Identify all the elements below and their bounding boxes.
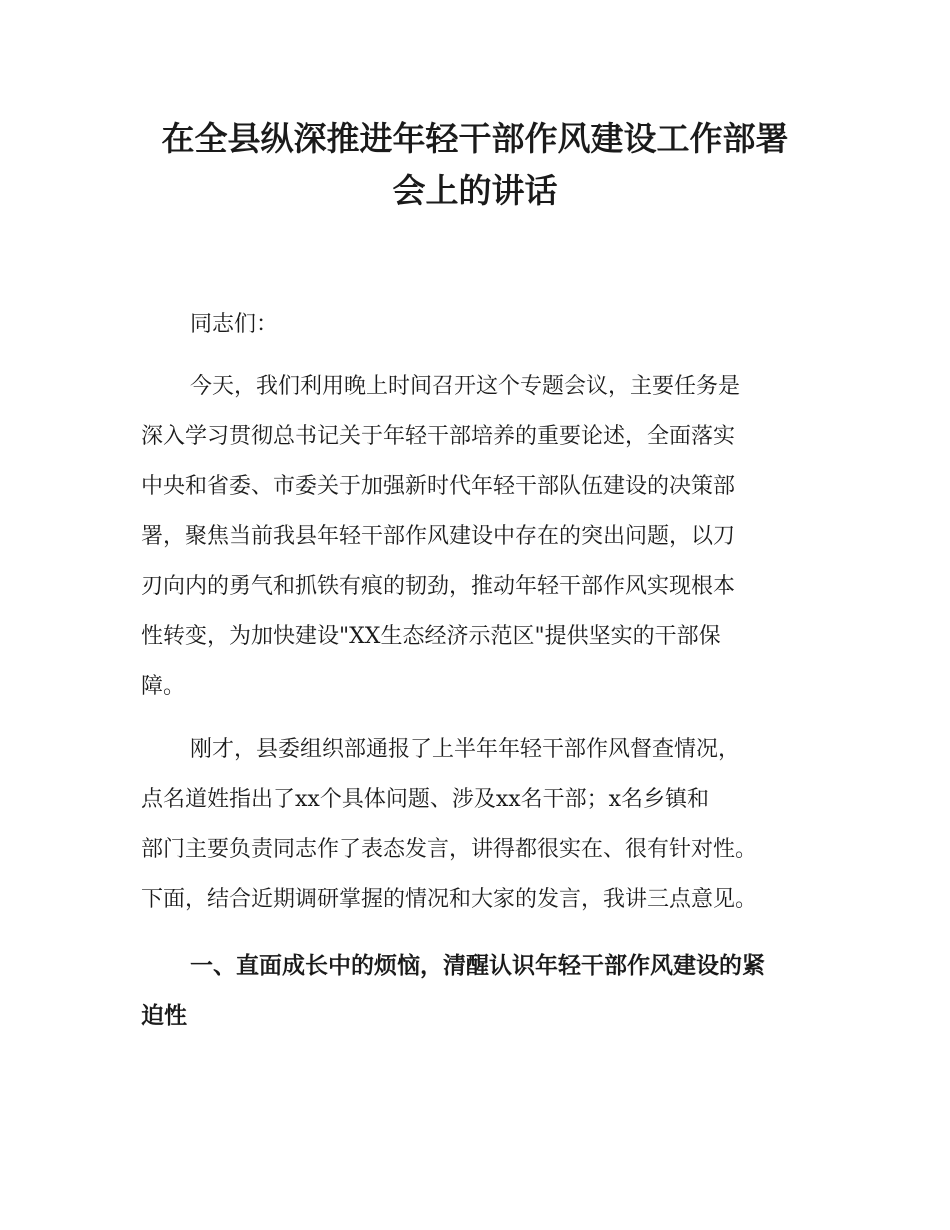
paragraph-2-line: 下面，结合近期调研掌握的情况和大家的发言，我讲三点意见。 — [141, 887, 758, 912]
paragraph-1-line: 中央和省委、市委关于加强新时代年轻干部队伍建设的决策部 — [141, 474, 736, 499]
salutation: 同志们： — [190, 312, 279, 337]
document-title-line-1: 在全县纵深推进年轻干部作风建设工作部署 — [161, 119, 789, 158]
paragraph-1-line: 今天，我们利用晚上时间召开这个专题会议，主要任务是 — [190, 374, 741, 399]
paragraph-2-line: 刚才，县委组织部通报了上半年年轻干部作风督查情况， — [190, 737, 741, 762]
paragraph-1-line: 署，聚焦当前我县年轻干部作风建设中存在的突出问题，以刀 — [141, 524, 736, 549]
paragraph-1-line: 刃向内的勇气和抓铁有痕的韧劲，推动年轻干部作风实现根本 — [141, 574, 736, 599]
section-1-heading-line-2: 迫性 — [141, 1003, 187, 1029]
paragraph-2-line: 部门主要负责同志作了表态发言，讲得都很实在、很有针对性。 — [141, 837, 758, 862]
paragraph-1-line: 深入学习贯彻总书记关于年轻干部培养的重要论述，全面落实 — [141, 424, 736, 449]
paragraph-1-line: 障。 — [141, 674, 186, 699]
paragraph-1-line: 性转变，为加快建设"XX生态经济示范区"提供坚实的干部保 — [141, 624, 721, 649]
document-title-line-2: 会上的讲话 — [392, 171, 558, 210]
paragraph-2-line: 点名道姓指出了xx个具体问题、涉及xx名干部；x名乡镇和 — [141, 787, 710, 812]
section-1-heading-line-1: 一、直面成长中的烦恼，清醒认识年轻干部作风建设的紧 — [190, 953, 765, 979]
